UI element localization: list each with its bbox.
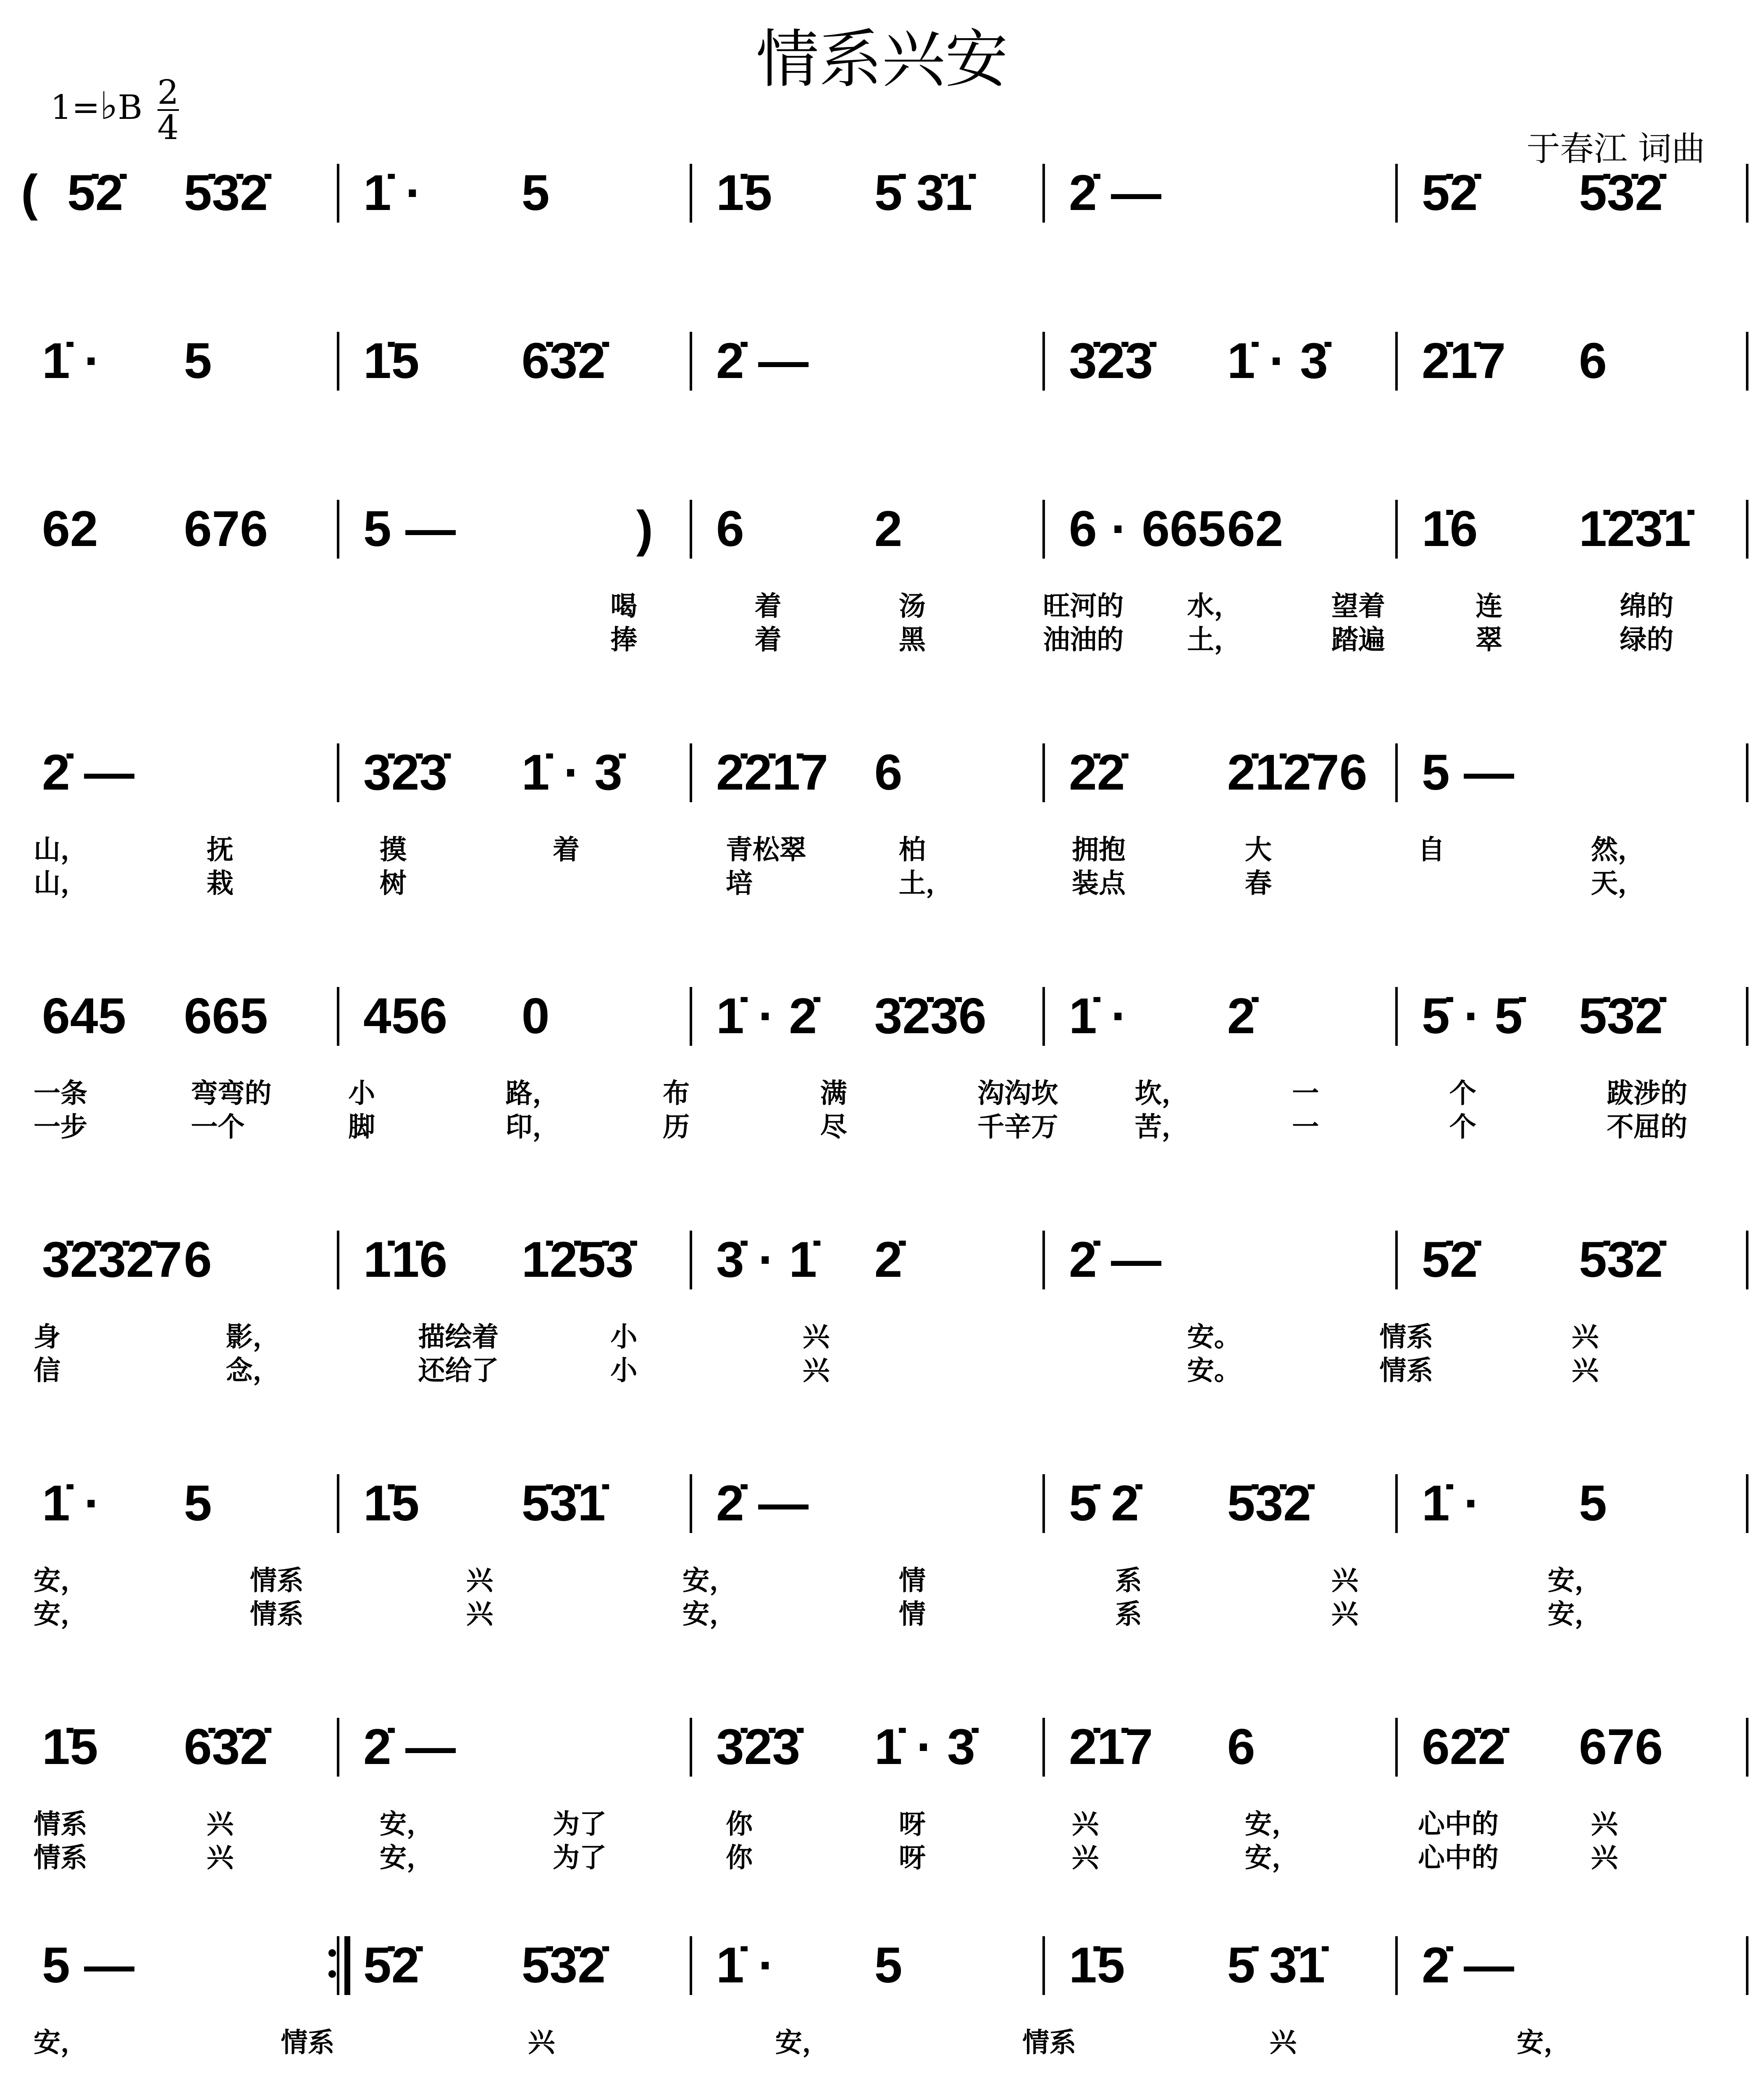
lyric-syllable: 沟沟坎 (977, 1078, 1058, 1109)
note-group: 2̇ — (363, 1719, 456, 1775)
lyric-syllable: 安， (34, 1565, 87, 1596)
lyric-syllable: 满 (820, 1078, 847, 1109)
lyric-syllable: 拥抱 (1072, 835, 1126, 866)
lyric-syllable: 摸 (380, 835, 407, 866)
lyric-syllable: 兴 (1591, 1843, 1618, 1874)
note-group: 6 · 665 (1069, 501, 1226, 557)
repeat-dot (328, 1949, 336, 1957)
lyric-syllable: 印， (505, 1112, 559, 1143)
lyric-syllable: 绵的 (1620, 591, 1674, 622)
lyric-syllable: 坎， (1134, 1078, 1189, 1109)
lyric-syllable: 兴 (207, 1809, 234, 1840)
note-group: 6 (874, 744, 903, 801)
note-group: 1̇1̇6 (363, 1231, 448, 1288)
lyric-syllable: 个 (1449, 1112, 1476, 1143)
lyric-syllable: 着 (754, 591, 782, 622)
lyric-syllable: 自 (1418, 835, 1445, 866)
lyric-syllable: 布 (663, 1078, 690, 1109)
lyric-syllable: 小 (610, 1355, 638, 1386)
note-group: 1̇ · 3̇ (874, 1719, 975, 1775)
note-group: 1̇2̇5̇3̇ (521, 1231, 634, 1288)
note-group: 5̇3̇2̇ (1579, 1231, 1663, 1288)
lyric-syllable: 描绘着 (418, 1322, 499, 1353)
lyric-syllable: 培 (726, 868, 753, 899)
lyric-syllable: 弯弯的 (191, 1078, 272, 1109)
note-group: 645 (42, 988, 126, 1044)
lyric-syllable: 栽 (207, 868, 234, 899)
lyric-syllable: 翠 (1475, 625, 1503, 656)
lyric-syllable: 兴 (1269, 2027, 1297, 2058)
note-group: 3̇ · 1̇ (716, 1231, 817, 1288)
note-group: 5̇2̇ (1422, 165, 1478, 221)
note-group: 5 — (42, 1937, 135, 1993)
note-group: 5 (521, 165, 550, 221)
lyric-syllable: 兴 (1572, 1322, 1599, 1353)
lyric-syllable: 安， (775, 2027, 829, 2058)
note-group: ) (636, 501, 653, 557)
lyric-syllable: 小 (610, 1322, 638, 1353)
note-group: 1̇ · (1069, 988, 1128, 1044)
lyric-syllable: 安， (1548, 1599, 1601, 1630)
lyric-syllable: 树 (380, 868, 407, 899)
lyric-syllable: 安， (682, 1565, 736, 1596)
lyric-syllable: 兴 (1331, 1565, 1358, 1596)
lyric-syllable: 情系 (1379, 1355, 1433, 1386)
lyric-syllable: 春 (1245, 868, 1272, 899)
key-tonic: B (118, 88, 143, 127)
lyric-syllable: 装点 (1072, 868, 1126, 899)
note-group: 2̇ (1227, 988, 1255, 1044)
note-group: 2̇ — (42, 744, 135, 801)
note-group: 2̇ — (1069, 1231, 1162, 1288)
note-group: 1̇5 (1069, 1937, 1125, 1993)
lyric-syllable: 跋涉的 (1606, 1078, 1688, 1109)
note-group: 1̇5 (363, 1475, 420, 1531)
lyric-syllable: 着 (553, 835, 580, 866)
lyric-syllable: 念， (226, 1355, 280, 1386)
note-group: 1̇5 (42, 1719, 98, 1775)
time-unit: 4 (157, 108, 179, 147)
lyric-syllable: 情 (899, 1565, 926, 1596)
lyric-syllable: 小 (348, 1078, 375, 1109)
lyric-syllable: 一 (1292, 1078, 1319, 1109)
lyric-syllable: 系 (1115, 1565, 1142, 1596)
lyric-syllable: 望着 (1331, 591, 1385, 622)
note-group: 1̇ · (1422, 1475, 1481, 1531)
note-group: 5 — (363, 501, 456, 557)
lyric-syllable: 兴 (1072, 1843, 1099, 1874)
note-group: 2̇ — (1069, 165, 1162, 221)
lyric-syllable: 连 (1475, 591, 1503, 622)
lyric-syllable: 呀 (899, 1843, 926, 1874)
note-group: 5̇2̇ (1422, 1231, 1478, 1288)
lyric-syllable: 柏 (899, 835, 926, 866)
note-group: 3̇2̇3̇ (1069, 333, 1153, 389)
lyric-syllable: 土， (1187, 625, 1241, 656)
lyric-syllable: 历 (663, 1112, 690, 1143)
lyric-syllable: 天， (1591, 868, 1645, 899)
lyric-syllable: 情系 (250, 1599, 304, 1630)
lyric-syllable: 兴 (466, 1599, 493, 1630)
note-group: 1̇5 (716, 165, 772, 221)
note-group: 5̇3̇1̇ (521, 1475, 606, 1531)
lyric-syllable: 山， (34, 835, 87, 866)
note-group: 2̇1̇7 (1069, 1719, 1153, 1775)
note-group: 3̇2̇3̇2̇7 (42, 1231, 182, 1288)
note-group: 456 (363, 988, 448, 1044)
note-group: 3̇2̇3̇6 (874, 988, 987, 1044)
lyric-syllable: 大 (1245, 835, 1272, 866)
note-group: 676 (184, 501, 268, 557)
lyric-syllable: 水， (1187, 591, 1241, 622)
lyric-syllable: 安， (1517, 2027, 1571, 2058)
note-group: 0 (521, 988, 550, 1044)
note-group: 5̇ 3̇1̇ (1227, 1937, 1326, 1993)
lyric-syllable: 情系 (1379, 1322, 1433, 1353)
lyric-syllable: 兴 (528, 2027, 555, 2058)
note-group: 2̇1̇2̇76 (1227, 744, 1368, 801)
lyric-syllable: 着 (754, 625, 782, 656)
lyric-syllable: 个 (1449, 1078, 1476, 1109)
key-prefix: 1= (50, 88, 100, 127)
flat-sign: ♭ (100, 84, 118, 128)
note-group: 5̇3̇2̇ (1579, 165, 1663, 221)
lyric-syllable: 还给了 (418, 1355, 499, 1386)
note-group: 5 (184, 1475, 212, 1531)
note-group: 62 (1227, 501, 1284, 557)
lyric-syllable: 抚 (207, 835, 234, 866)
lyric-syllable: 安， (1245, 1843, 1299, 1874)
note-group: 1̇ · (42, 333, 101, 389)
lyric-syllable: 青松翠 (726, 835, 806, 866)
note-group: 6 (716, 501, 744, 557)
lyric-syllable: 安， (380, 1843, 433, 1874)
lyric-syllable: 安， (34, 2027, 87, 2058)
note-group: 2̇2̇1̇7 (716, 744, 828, 801)
note-group: 1̇ · (716, 1937, 775, 1993)
lyric-syllable: 苦， (1134, 1112, 1189, 1143)
lyric-syllable: 油油的 (1043, 625, 1124, 656)
lyric-syllable: 你 (726, 1843, 753, 1874)
note-group: 665 (184, 988, 268, 1044)
lyric-syllable: 心中的 (1418, 1843, 1499, 1874)
lyric-syllable: 兴 (466, 1565, 493, 1596)
note-group: 5̇ 2̇ (1069, 1475, 1139, 1531)
lyric-syllable: 安， (1548, 1565, 1601, 1596)
lyric-syllable: 为了 (553, 1843, 606, 1874)
lyric-syllable: 情 (899, 1599, 926, 1630)
lyric-syllable: 情系 (281, 2027, 335, 2058)
lyric-syllable: 系 (1115, 1599, 1142, 1630)
lyric-syllable: 一 (1292, 1112, 1319, 1143)
lyric-syllable: 安， (1245, 1809, 1299, 1840)
lyric-syllable: 兴 (1572, 1355, 1599, 1386)
lyric-syllable: 你 (726, 1809, 753, 1840)
lyric-syllable: 安， (682, 1599, 736, 1630)
lyric-syllable: 情系 (250, 1565, 304, 1596)
lyric-syllable: 土， (899, 868, 953, 899)
lyric-syllable: 不屈的 (1606, 1112, 1688, 1143)
note-group: 3̇2̇3̇ (716, 1719, 801, 1775)
lyric-syllable: 汤 (899, 591, 926, 622)
lyric-syllable: 一条 (34, 1078, 87, 1109)
lyric-syllable: 安。 (1187, 1322, 1241, 1353)
note-group: 5̇3̇2̇ (1579, 988, 1663, 1044)
lyric-syllable: 兴 (1072, 1809, 1099, 1840)
note-group: 1̇ · (42, 1475, 101, 1531)
lyric-syllable: 情系 (1022, 2027, 1076, 2058)
note-group: 5̇3̇2̇ (521, 1937, 606, 1993)
lyric-syllable: 绿的 (1620, 625, 1674, 656)
lyric-syllable: 路， (505, 1078, 559, 1109)
note-group: 1̇ · 2̇ (716, 988, 817, 1044)
note-group: 2 (874, 501, 903, 557)
note-group: 6 (1579, 333, 1607, 389)
lyric-syllable: 影， (226, 1322, 280, 1353)
lyric-syllable: 捧 (610, 625, 638, 656)
note-group: 2̇ — (1422, 1937, 1515, 1993)
lyric-syllable: 安， (34, 1599, 87, 1630)
note-group: 5̇2̇ (363, 1937, 420, 1993)
note-group: 6 (184, 1231, 212, 1288)
note-group: 1̇2̇3̇1̇ (1579, 501, 1691, 557)
lyric-syllable: 兴 (1591, 1809, 1618, 1840)
lyric-syllable: 安， (380, 1809, 433, 1840)
lyric-syllable: 安。 (1187, 1355, 1241, 1386)
note-group: 5̇3̇2̇ (1227, 1475, 1312, 1531)
lyric-syllable: 情系 (34, 1809, 87, 1840)
note-group: 62 (42, 501, 98, 557)
lyric-syllable: 一步 (34, 1112, 87, 1143)
note-group: 3̇2̇3̇ (363, 744, 448, 801)
note-group: 5̇ · 5̇ (1422, 988, 1523, 1044)
lyric-syllable: 尽 (820, 1112, 847, 1143)
lyric-syllable: 信 (34, 1355, 60, 1386)
note-group: 2̇ — (716, 1475, 809, 1531)
lyric-syllable: 兴 (803, 1322, 830, 1353)
lyric-syllable: 心中的 (1418, 1809, 1499, 1840)
lyric-syllable: 身 (34, 1322, 60, 1353)
note-group: 2̇ (874, 1231, 903, 1288)
note-group: 2̇ — (716, 333, 809, 389)
note-group: 5 (184, 333, 212, 389)
lyric-syllable: 一个 (191, 1112, 245, 1143)
note-group: 1̇ · 3̇ (1227, 333, 1328, 389)
note-group: 6̇3̇2̇ (521, 333, 606, 389)
note-group: 5 (874, 1937, 903, 1993)
note-group: ( (21, 165, 38, 221)
note-group: 5̇ 3̇1̇ (874, 165, 973, 221)
composer-credit: 于春江 词曲 (1526, 129, 1705, 168)
note-group: 1̇ · 3̇ (521, 744, 622, 801)
lyric-syllable: 兴 (1331, 1599, 1358, 1630)
lyric-syllable: 呀 (899, 1809, 926, 1840)
lyric-syllable: 兴 (803, 1355, 830, 1386)
note-group: 2̇2̇ (1069, 744, 1125, 801)
lyric-syllable: 山， (34, 868, 87, 899)
lyric-syllable: 踏遍 (1331, 625, 1385, 656)
lyric-syllable: 为了 (553, 1809, 606, 1840)
note-group: 5̇2̇ (67, 165, 123, 221)
note-group: 6 (1227, 1719, 1255, 1775)
repeat-dot (328, 1970, 336, 1978)
song-title: 情系兴安 (756, 23, 1008, 96)
lyric-syllable: 喝 (610, 591, 638, 622)
lyric-syllable: 然， (1591, 835, 1645, 866)
lyric-syllable: 黑 (899, 625, 926, 656)
note-group: 6̇3̇2̇ (184, 1719, 268, 1775)
note-group: 62̇2̇ (1422, 1719, 1506, 1775)
lyric-syllable: 脚 (348, 1112, 375, 1143)
note-group: 1̇5 (363, 333, 420, 389)
note-group: 5̇3̇2̇ (184, 165, 268, 221)
note-group: 1̇ · (363, 165, 423, 221)
note-group: 676 (1579, 1719, 1663, 1775)
note-group: 2̇1̇7 (1422, 333, 1506, 389)
time-beats: 2 (157, 73, 179, 112)
lyric-syllable: 千辛万 (977, 1112, 1058, 1143)
note-group: 1̇6 (1422, 501, 1478, 557)
lyric-syllable: 旺河的 (1043, 591, 1124, 622)
lyric-syllable: 情系 (34, 1843, 87, 1874)
note-group: 5 (1579, 1475, 1607, 1531)
lyric-syllable: 兴 (207, 1843, 234, 1874)
note-group: 5 — (1422, 744, 1515, 801)
